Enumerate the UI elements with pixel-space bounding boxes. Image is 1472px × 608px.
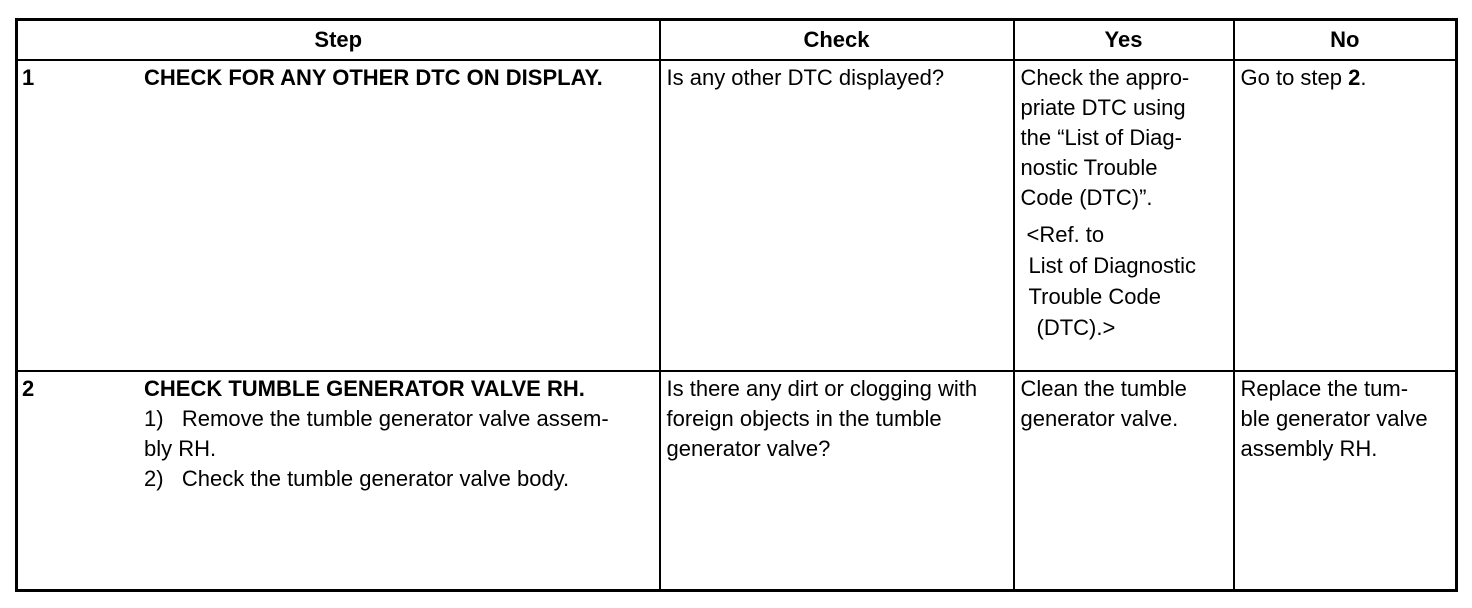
yes-line: nostic Trouble (1020, 155, 1158, 180)
substep-2: 2) Check the tumble generator valve body. (144, 466, 570, 491)
yes-line: priate DTC using (1020, 95, 1186, 120)
yes-cell (1014, 371, 1234, 591)
yes-line: Check the appro- (1020, 65, 1190, 90)
ref-line: List of Diagnostic (1028, 253, 1197, 278)
header-row (17, 20, 1457, 61)
substep-1: 1) Remove the tumble generator valve assem- (144, 406, 609, 431)
no-line: ble generator valve (1240, 406, 1428, 431)
no-cell (1234, 60, 1457, 371)
check-cell (660, 60, 1014, 371)
check-question (661, 372, 1013, 464)
no-line: assembly RH. (1240, 436, 1378, 461)
ref-line: <Ref. to (1026, 222, 1105, 247)
check-line: foreign objects in the tumble (666, 406, 942, 431)
table-row (17, 371, 1457, 591)
table-row (17, 60, 1457, 371)
no-cell (1234, 371, 1457, 591)
yes-cell (1014, 60, 1234, 371)
ref-line: (DTC).> (1036, 315, 1116, 340)
no-text: Go to step (1240, 65, 1349, 90)
header-step: Step (17, 20, 660, 61)
step-title: CHECK TUMBLE GENERATOR VALVE RH. (144, 376, 585, 401)
header-no: No (1234, 20, 1457, 61)
yes-line: Clean the tumble (1020, 376, 1187, 401)
header-check: Check (660, 20, 1014, 61)
check-cell (660, 371, 1014, 591)
diagnostic-table (15, 18, 1458, 592)
no-action (1235, 61, 1456, 93)
substep-1-cont: bly RH. (144, 436, 217, 461)
yes-action (1015, 372, 1233, 434)
yes-line: generator valve. (1020, 406, 1179, 431)
step-cell (17, 60, 660, 371)
no-action (1235, 372, 1456, 464)
yes-line: the “List of Diag- (1020, 125, 1182, 150)
step-title: CHECK FOR ANY OTHER DTC ON DISPLAY. (144, 65, 603, 90)
reference-link[interactable] (1015, 213, 1233, 343)
ref-line: Trouble Code (1028, 284, 1161, 309)
check-question: Is any other DTC displayed? (666, 65, 945, 90)
no-line: Replace the tum- (1240, 376, 1409, 401)
check-line: generator valve? (666, 436, 831, 461)
step-number: 2 (22, 376, 35, 401)
step-number: 1 (22, 65, 35, 90)
no-text-end: . (1360, 65, 1367, 90)
yes-action (1015, 61, 1233, 213)
next-step-number: 2 (1348, 65, 1361, 90)
header-yes: Yes (1014, 20, 1234, 61)
check-line: Is there any dirt or clogging with (666, 376, 978, 401)
step-cell (17, 371, 660, 591)
yes-line: Code (DTC)”. (1020, 185, 1153, 210)
